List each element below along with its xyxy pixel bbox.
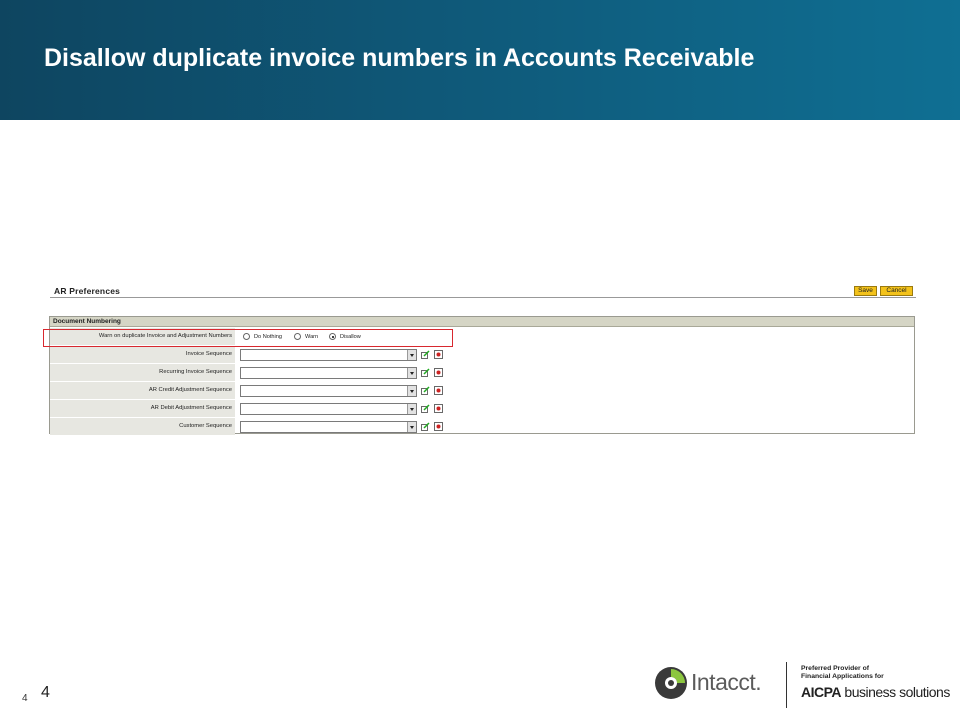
disallow-radio[interactable] bbox=[329, 333, 336, 340]
title-divider bbox=[50, 297, 916, 298]
chevron-down-icon bbox=[407, 350, 416, 360]
provider-line-2: Financial Applications for bbox=[801, 673, 884, 680]
invoice-sequence-select[interactable] bbox=[240, 349, 417, 361]
sequence-row-customer bbox=[50, 418, 914, 436]
disallow-label: Disallow bbox=[340, 334, 361, 340]
document-numbering-section bbox=[49, 316, 915, 434]
logo-divider bbox=[786, 662, 787, 708]
duplicate-numbers-row bbox=[50, 328, 914, 346]
sequence-row-invoice bbox=[50, 346, 914, 364]
chevron-down-icon bbox=[407, 422, 416, 432]
view-icon[interactable] bbox=[434, 404, 443, 413]
view-icon[interactable] bbox=[434, 386, 443, 395]
aicpa-text: AICPA bbox=[801, 684, 842, 700]
slide-number-small: 4 bbox=[22, 693, 28, 704]
section-title: Document Numbering bbox=[50, 317, 914, 327]
customer-sequence-select[interactable] bbox=[240, 421, 417, 433]
intacct-logo-text: Intacct. bbox=[691, 669, 762, 695]
recurring-invoice-sequence-select[interactable] bbox=[240, 367, 417, 379]
duplicate-numbers-label: Warn on duplicate Invoice and Adjustment Numbers bbox=[50, 328, 235, 345]
chevron-down-icon bbox=[407, 386, 416, 396]
view-icon[interactable] bbox=[434, 422, 443, 431]
save-button[interactable]: Save bbox=[854, 286, 877, 296]
chevron-down-icon bbox=[407, 404, 416, 414]
edit-icon[interactable] bbox=[421, 368, 430, 377]
slide-header bbox=[0, 0, 960, 120]
edit-icon[interactable] bbox=[421, 404, 430, 413]
business-solutions-text: business solutions bbox=[844, 684, 950, 700]
edit-icon[interactable] bbox=[421, 422, 430, 431]
intacct-logo-icon bbox=[654, 666, 688, 700]
edit-icon[interactable] bbox=[421, 350, 430, 359]
do-nothing-radio[interactable] bbox=[243, 333, 250, 340]
aicpa-business-solutions bbox=[801, 684, 950, 700]
sequence-label: Recurring Invoice Sequence bbox=[50, 364, 235, 381]
slide-title: Disallow duplicate invoice numbers in Accounts Receivable bbox=[44, 44, 755, 72]
view-icon[interactable] bbox=[434, 350, 443, 359]
slide-number-large: 4 bbox=[41, 684, 50, 701]
do-nothing-label: Do Nothing bbox=[254, 334, 282, 340]
ar-debit-adjustment-sequence-select[interactable] bbox=[240, 403, 417, 415]
sequence-row-ar-debit-adjustment bbox=[50, 400, 914, 418]
warn-label: Warn bbox=[305, 334, 319, 340]
sequence-row-ar-credit-adjustment bbox=[50, 382, 914, 400]
warn-radio[interactable] bbox=[294, 333, 301, 340]
sequence-label: Customer Sequence bbox=[50, 418, 235, 435]
edit-icon[interactable] bbox=[421, 386, 430, 395]
view-icon[interactable] bbox=[434, 368, 443, 377]
sequence-label: AR Debit Adjustment Sequence bbox=[50, 400, 235, 417]
provider-line-1: Preferred Provider of bbox=[801, 665, 869, 672]
ar-credit-adjustment-sequence-select[interactable] bbox=[240, 385, 417, 397]
page-title: AR Preferences bbox=[54, 286, 121, 296]
footer-branding bbox=[654, 660, 950, 710]
cancel-button[interactable]: Cancel bbox=[880, 286, 913, 296]
sequence-label: Invoice Sequence bbox=[50, 346, 235, 363]
sequence-row-recurring-invoice bbox=[50, 364, 914, 382]
ar-preferences-screenshot bbox=[48, 282, 916, 442]
chevron-down-icon bbox=[407, 368, 416, 378]
sequence-label: AR Credit Adjustment Sequence bbox=[50, 382, 235, 399]
